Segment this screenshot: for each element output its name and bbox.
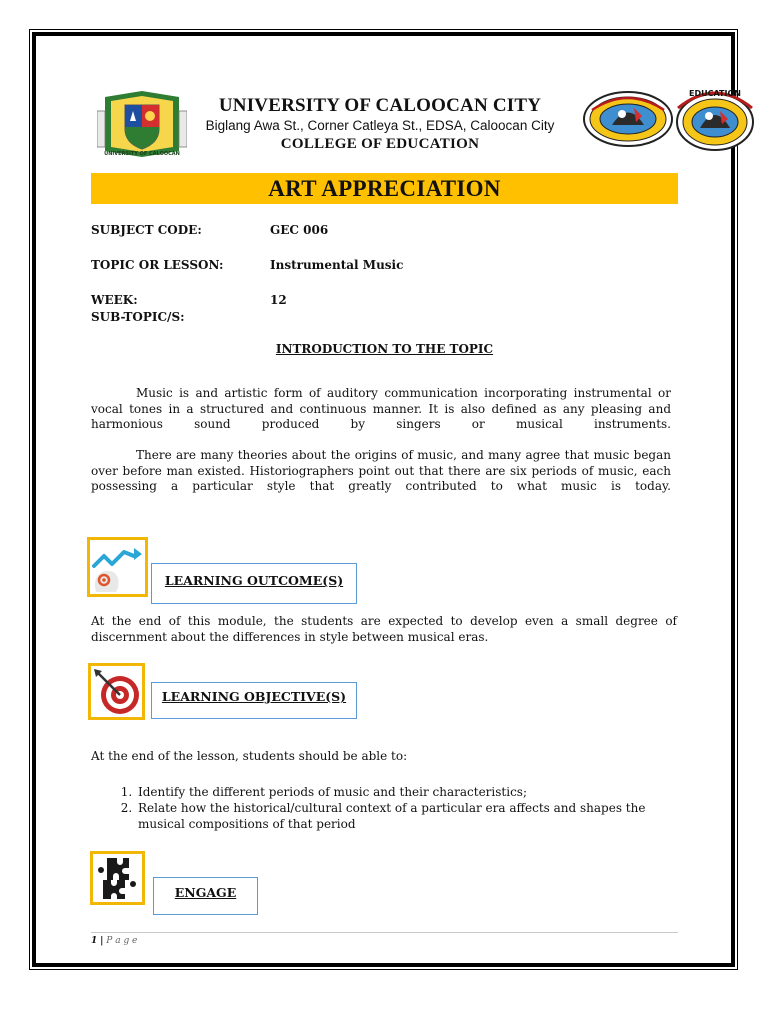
page-word: P a g e	[106, 936, 138, 946]
learning-outcome-icon-box	[87, 537, 148, 597]
page-number	[91, 936, 137, 946]
learning-outcome-label: LEARNING OUTCOME(S)	[164, 573, 344, 588]
learning-objective-intro: At the end of the lesson, students should be able to:	[91, 749, 408, 763]
subject-code-value: GEC 006	[270, 223, 329, 237]
title-banner	[91, 173, 678, 204]
footer-divider	[91, 932, 678, 933]
learning-objective-icon-box	[88, 663, 145, 720]
subject-code-label: SUBJECT CODE:	[91, 223, 202, 237]
intro-paragraph-1-text: Music is and artistic form of auditory communication incorporating instrumental or vocal tones in a structured and continuous manner. It is also defined as any pleasing and harmonious sound produced by singers or musical instruments.	[91, 386, 671, 431]
objective-item: 2. Relate how the historical/cultural context of a particular era affects and shapes the musical compositions of that period	[136, 800, 681, 832]
svg-text:UNIVERSITY OF CALOOCAN: UNIVERSITY OF CALOOCAN	[104, 151, 180, 157]
page-number-value: 1	[91, 936, 98, 946]
topic-label: TOPIC OR LESSON:	[91, 258, 224, 272]
objective-item: 1. Identify the different periods of music and their characteristics;	[136, 784, 681, 800]
engage-label: ENGAGE	[174, 885, 237, 900]
intro-heading: INTRODUCTION TO THE TOPIC	[275, 342, 494, 356]
engage-icon-box	[90, 851, 145, 905]
logo-lettering: EDUCATION	[689, 89, 741, 98]
week-label: WEEK:	[91, 293, 138, 307]
university-address: Biglang Awa St., Corner Catleya St., EDSA, Caloocan City	[205, 118, 555, 133]
learning-objective-box	[151, 682, 357, 719]
intro-paragraph-2	[91, 448, 671, 495]
learning-objective-list	[91, 784, 681, 832]
intro-paragraph-1	[91, 386, 671, 433]
college-name: COLLEGE OF EDUCATION	[280, 136, 480, 152]
university-name: UNIVERSITY OF CALOOCAN CITY	[218, 95, 542, 116]
learning-objective-label: LEARNING OBJECTIVE(S)	[161, 689, 347, 704]
course-title: ART APPRECIATION	[268, 175, 501, 201]
college-logo-icon	[582, 90, 674, 148]
page-separator: |	[100, 936, 104, 946]
engage-box	[153, 877, 258, 915]
target-icon	[91, 666, 142, 717]
growth-chart-icon	[90, 540, 145, 594]
learning-outcome-text: At the end of this module, the students are expected to develop even a small degree of discernment about the differences in style between musical eras.	[91, 614, 677, 644]
week-value: 12	[270, 293, 287, 307]
subtopic-label: SUB-TOPIC/S:	[91, 310, 185, 324]
topic-value: Instrumental Music	[270, 258, 404, 272]
intro-paragraph-2-text: There are many theories about the origins of music, and many agree that music began over before man existed. Historiographers point out that there are six periods of music, each possessing a particular style that greatly contributed to what music is today.	[91, 448, 671, 493]
learning-outcome-box	[151, 563, 357, 604]
puzzle-icon	[93, 854, 142, 902]
education-logo-icon	[672, 82, 758, 158]
